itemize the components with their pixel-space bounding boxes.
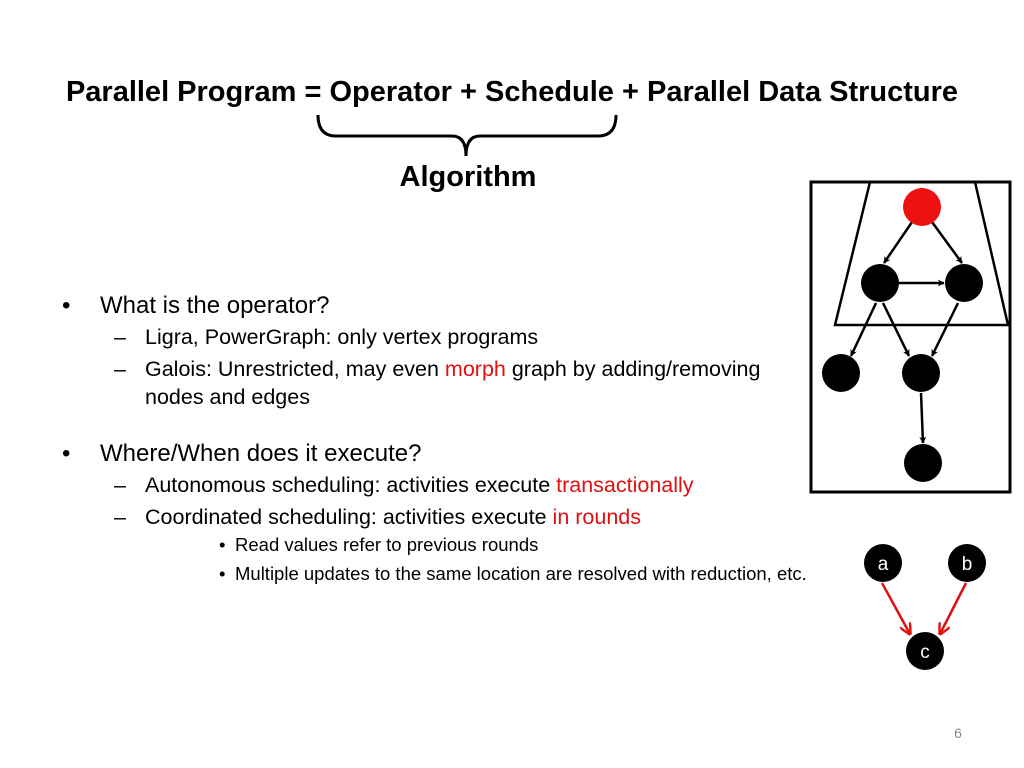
sub-bullet-text: Coordinated scheduling: activities execute — [145, 505, 553, 529]
sub-list — [100, 471, 818, 585]
algorithm-brace — [318, 115, 616, 156]
sub-bullet — [100, 355, 818, 411]
sub-bullet-text: graph by adding/removing nodes and edges — [145, 357, 761, 409]
sub-sub-bullet-text: Multiple updates to the same location are resolved with reduction, etc. — [235, 563, 807, 584]
graph-node — [822, 354, 860, 392]
algorithm-label: Algorithm — [399, 161, 537, 193]
sub-bullet — [100, 323, 818, 351]
sub-sub-list — [145, 533, 818, 585]
sub-sub-bullet-text: Read values refer to previous rounds — [235, 534, 539, 555]
highlight-text: in rounds — [552, 505, 641, 529]
sub-sub-bullet — [145, 533, 818, 556]
graph-frame — [811, 182, 1010, 492]
reduction-edge — [882, 583, 910, 634]
reduction-edge — [940, 583, 966, 634]
bullet-operator — [58, 291, 818, 411]
sub-bullet-text: Autonomous scheduling: activities execute — [145, 473, 557, 497]
operator-graph — [811, 182, 1010, 492]
node-b-label: b — [961, 554, 973, 575]
page-number: 6 — [954, 725, 962, 741]
highlight-text: morph — [444, 357, 506, 381]
bullet-text: Where/When does it execute? — [100, 440, 422, 467]
graph-node — [904, 444, 942, 482]
sub-sub-bullet — [145, 562, 818, 585]
sub-bullet — [100, 471, 818, 499]
bullet-list — [58, 291, 818, 591]
node-c-label: c — [920, 642, 930, 663]
slide-title: Parallel Program = Operator + Schedule + Parallel Data Structure — [65, 76, 959, 108]
graph-node — [945, 264, 983, 302]
reduction-graph — [864, 544, 986, 670]
highlight-text: transactionally — [556, 473, 694, 497]
graph-node — [861, 264, 899, 302]
graph-node — [902, 354, 940, 392]
sub-bullet-text: Galois: Unrestricted, may even — [145, 357, 445, 381]
active-node — [903, 188, 941, 226]
node-a-label: a — [877, 554, 889, 575]
bullet-text: What is the operator? — [100, 292, 330, 319]
sub-bullet-text: Ligra, PowerGraph: only vertex programs — [145, 325, 539, 349]
sub-list — [100, 323, 818, 411]
sub-bullet — [100, 503, 818, 585]
bullet-execution — [58, 439, 818, 585]
